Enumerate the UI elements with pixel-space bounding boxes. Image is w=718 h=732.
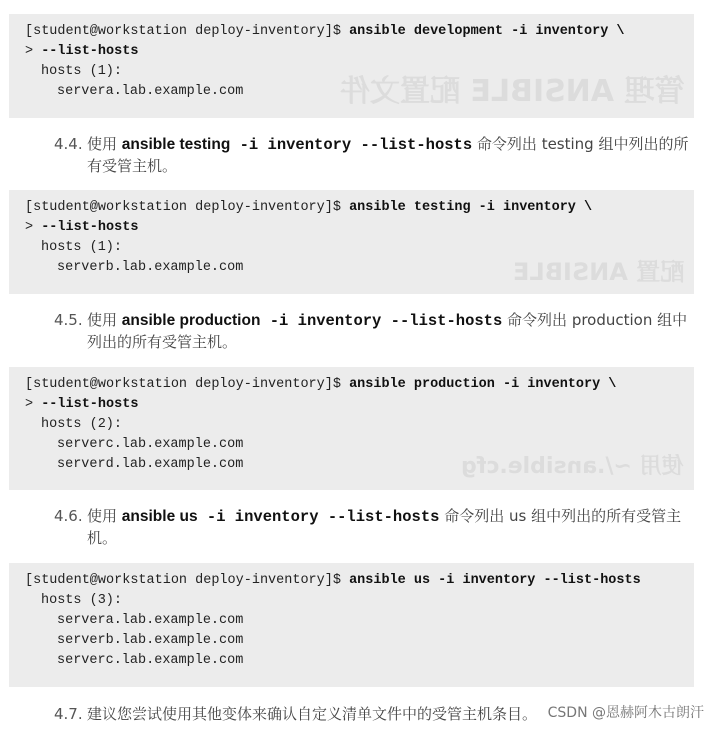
step-number: 4.6. <box>54 507 83 525</box>
continuation-prompt: > <box>25 397 42 412</box>
command-line <box>25 375 694 395</box>
step-4-6 <box>54 506 694 549</box>
command-line <box>25 571 694 591</box>
shell-prompt: [student@workstation deploy-inventory]$ <box>25 573 350 588</box>
step-number: 4.7. <box>54 705 83 723</box>
command-text: ansible testing -i inventory \ <box>349 200 593 215</box>
host-entry: servera.lab.example.com <box>57 84 244 99</box>
continuation-command: --list-hosts <box>41 397 139 412</box>
host-entry: serverc.lab.example.com <box>57 653 244 668</box>
command-line <box>25 22 694 42</box>
step-text-pre: 使用 <box>87 135 122 153</box>
shell-prompt: [student@workstation deploy-inventory]$ <box>25 200 350 215</box>
continuation-prompt: > <box>25 220 42 235</box>
step-command-args: -i inventory --list-hosts <box>230 136 473 154</box>
step-text: 建议您尝试使用其他变体来确认自定义清单文件中的受管主机条目。 <box>87 705 538 723</box>
continuation-command: --list-hosts <box>41 44 139 59</box>
host-entry: serverb.lab.example.com <box>57 633 244 648</box>
hosts-count: hosts (2): <box>41 417 123 432</box>
hosts-count: hosts (1): <box>41 240 123 255</box>
host-entry: servera.lab.example.com <box>57 613 244 628</box>
csdn-watermark: CSDN @恩赫阿木古朗汗 <box>547 705 704 721</box>
shell-prompt: [student@workstation deploy-inventory]$ <box>25 24 350 39</box>
step-text-post: 命令列出 testing 组中列出的所有受管主机。 <box>87 135 689 175</box>
command-text: ansible us -i inventory --list-hosts <box>349 573 641 588</box>
step-command-args: -i inventory --list-hosts <box>197 508 440 526</box>
step-command-keyword: ansible production <box>121 312 261 329</box>
continuation-command: --list-hosts <box>41 220 139 235</box>
command-text: ansible development -i inventory \ <box>349 24 625 39</box>
hosts-count: hosts (1): <box>41 64 123 79</box>
step-command-args: -i inventory --list-hosts <box>260 312 503 330</box>
step-4-4 <box>54 134 694 177</box>
terminal-block-testing <box>9 190 694 294</box>
terminal-block-development <box>9 14 694 118</box>
shell-prompt: [student@workstation deploy-inventory]$ <box>25 377 350 392</box>
host-entry: serverb.lab.example.com <box>57 260 244 275</box>
command-line <box>25 198 694 218</box>
step-command-keyword: ansible us <box>121 508 198 525</box>
step-text <box>87 310 694 353</box>
step-text-post: 命令列出 us 组中列出的所有受管主机。 <box>87 507 682 547</box>
continuation-line <box>25 42 694 62</box>
step-text-pre: 使用 <box>87 507 122 525</box>
bleed-through-heading: 管理 ANSIBLE 配置文件 <box>339 74 684 109</box>
host-entry: serverc.lab.example.com <box>57 437 244 452</box>
step-text <box>87 506 694 549</box>
continuation-line <box>25 218 694 238</box>
step-command-keyword: ansible testing <box>121 136 231 153</box>
command-text: ansible production -i inventory \ <box>349 377 617 392</box>
host-entry: serverd.lab.example.com <box>57 457 244 472</box>
continuation-prompt: > <box>25 44 42 59</box>
step-4-5 <box>54 310 694 353</box>
step-text-pre: 使用 <box>87 311 122 329</box>
step-text <box>87 134 694 177</box>
step-text-post: 命令列出 production 组中列出的所有受管主机。 <box>87 311 688 351</box>
bleed-through-heading: 配置 ANSIBLE <box>512 258 684 286</box>
step-number: 4.4. <box>54 135 83 153</box>
step-number: 4.5. <box>54 311 83 329</box>
hosts-count: hosts (3): <box>41 593 123 608</box>
terminal-block-us <box>9 563 694 687</box>
continuation-line <box>25 395 694 415</box>
terminal-block-production <box>9 367 694 490</box>
bleed-through-heading: 使用 ~/.ansible.cfg <box>461 454 684 479</box>
